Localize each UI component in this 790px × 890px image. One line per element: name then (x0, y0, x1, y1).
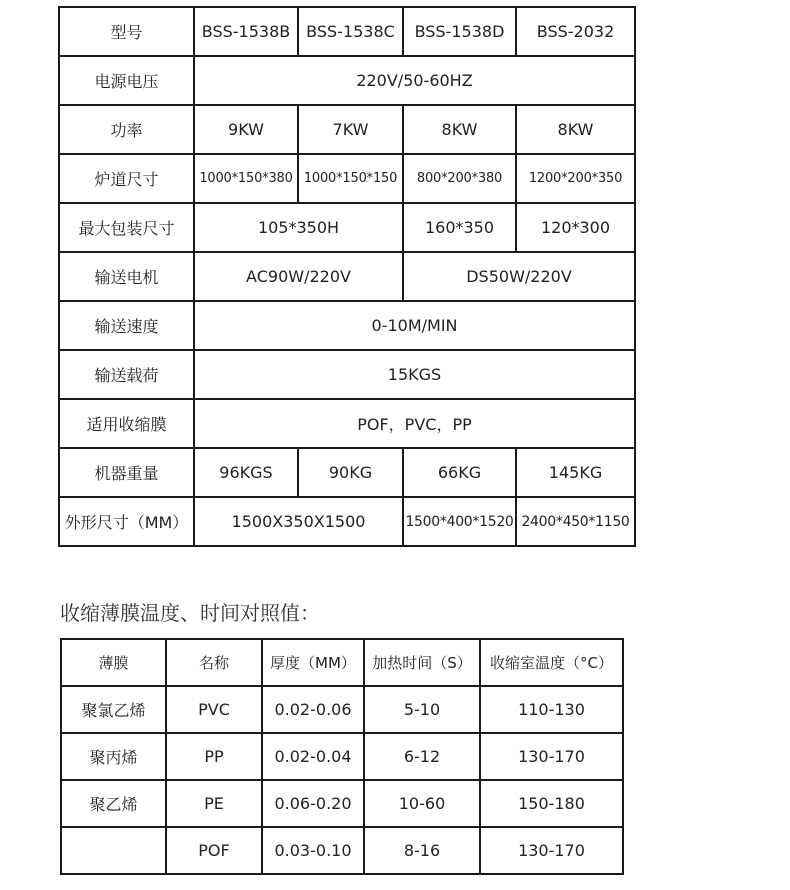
spec-cell: 15KGS (194, 350, 635, 399)
spec-row (59, 350, 635, 399)
spec-row (59, 7, 635, 56)
film-header-cell: 名称 (166, 639, 262, 686)
spec-cell: 105*350H (194, 203, 403, 252)
spec-cell: 8KW (403, 105, 516, 154)
film-row (61, 733, 623, 780)
spec-table-body (59, 7, 635, 546)
spec-cell: 66KG (403, 448, 516, 497)
spec-cell: 1000*150*380 (194, 154, 298, 203)
spec-cell: 7KW (298, 105, 403, 154)
spec-cell: DS50W/220V (403, 252, 635, 301)
spec-cell: 96KGS (194, 448, 298, 497)
spec-cell: AC90W/220V (194, 252, 403, 301)
spec-cell: POF，PVC，PP (194, 399, 635, 448)
spec-row (59, 448, 635, 497)
spec-row-label: 外形尺寸（MM） (59, 497, 194, 546)
spec-row-label: 功率 (59, 105, 194, 154)
spec-cell: 120*300 (516, 203, 635, 252)
spec-row-label: 炉道尺寸 (59, 154, 194, 203)
film-row (61, 827, 623, 874)
spec-row-label: 适用收缩膜 (59, 399, 194, 448)
spec-cell: 8KW (516, 105, 635, 154)
film-table-body (61, 639, 623, 874)
spec-cell: BSS-1538B (194, 7, 298, 56)
spec-row (59, 497, 635, 546)
film-cell: 8-16 (364, 827, 480, 874)
film-cell: 0.03-0.10 (262, 827, 364, 874)
spec-cell: BSS-1538C (298, 7, 403, 56)
film-cell (61, 827, 166, 874)
film-cell: PE (166, 780, 262, 827)
spec-row (59, 105, 635, 154)
film-cell: 130-170 (480, 827, 623, 874)
film-cell: 130-170 (480, 733, 623, 780)
film-cell: 10-60 (364, 780, 480, 827)
spec-cell: BSS-2032 (516, 7, 635, 56)
film-cell: 0.06-0.20 (262, 780, 364, 827)
film-cell: 150-180 (480, 780, 623, 827)
film-header-row (61, 639, 623, 686)
spec-row (59, 203, 635, 252)
spec-row-label: 输送载荷 (59, 350, 194, 399)
spec-cell: BSS-1538D (403, 7, 516, 56)
spec-cell: 0-10M/MIN (194, 301, 635, 350)
film-cell: 6-12 (364, 733, 480, 780)
film-cell: 聚氯乙烯 (61, 686, 166, 733)
spec-cell: 145KG (516, 448, 635, 497)
film-cell: 聚乙烯 (61, 780, 166, 827)
section-heading: 收缩薄膜温度、时间对照值： (60, 601, 320, 625)
film-cell: PVC (166, 686, 262, 733)
spec-cell: 2400*450*1150 (516, 497, 635, 546)
spec-table (58, 6, 636, 547)
spec-cell: 1000*150*150 (298, 154, 403, 203)
film-cell: 0.02-0.04 (262, 733, 364, 780)
film-cell: PP (166, 733, 262, 780)
film-header-cell: 厚度（MM） (262, 639, 364, 686)
spec-row-label: 最大包装尺寸 (59, 203, 194, 252)
film-header-cell: 加热时间（S） (364, 639, 480, 686)
film-row (61, 686, 623, 733)
film-header-cell: 收缩室温度（°C） (480, 639, 623, 686)
film-cell: 110-130 (480, 686, 623, 733)
film-cell: POF (166, 827, 262, 874)
film-table (60, 638, 624, 875)
spec-row (59, 154, 635, 203)
spec-cell: 9KW (194, 105, 298, 154)
spec-row (59, 56, 635, 105)
spec-cell: 1200*200*350 (516, 154, 635, 203)
film-cell: 5-10 (364, 686, 480, 733)
spec-cell: 160*350 (403, 203, 516, 252)
spec-row-label: 型号 (59, 7, 194, 56)
spec-row (59, 399, 635, 448)
spec-cell: 1500X350X1500 (194, 497, 403, 546)
spec-row-label: 机器重量 (59, 448, 194, 497)
film-row (61, 780, 623, 827)
spec-cell: 1500*400*1520 (403, 497, 516, 546)
spec-row-label: 输送速度 (59, 301, 194, 350)
film-header-cell: 薄膜 (61, 639, 166, 686)
spec-row-label: 输送电机 (59, 252, 194, 301)
spec-cell: 90KG (298, 448, 403, 497)
spec-row (59, 301, 635, 350)
spec-cell: 220V/50-60HZ (194, 56, 635, 105)
spec-row (59, 252, 635, 301)
film-cell: 0.02-0.06 (262, 686, 364, 733)
spec-row-label: 电源电压 (59, 56, 194, 105)
spec-cell: 800*200*380 (403, 154, 516, 203)
film-cell: 聚丙烯 (61, 733, 166, 780)
